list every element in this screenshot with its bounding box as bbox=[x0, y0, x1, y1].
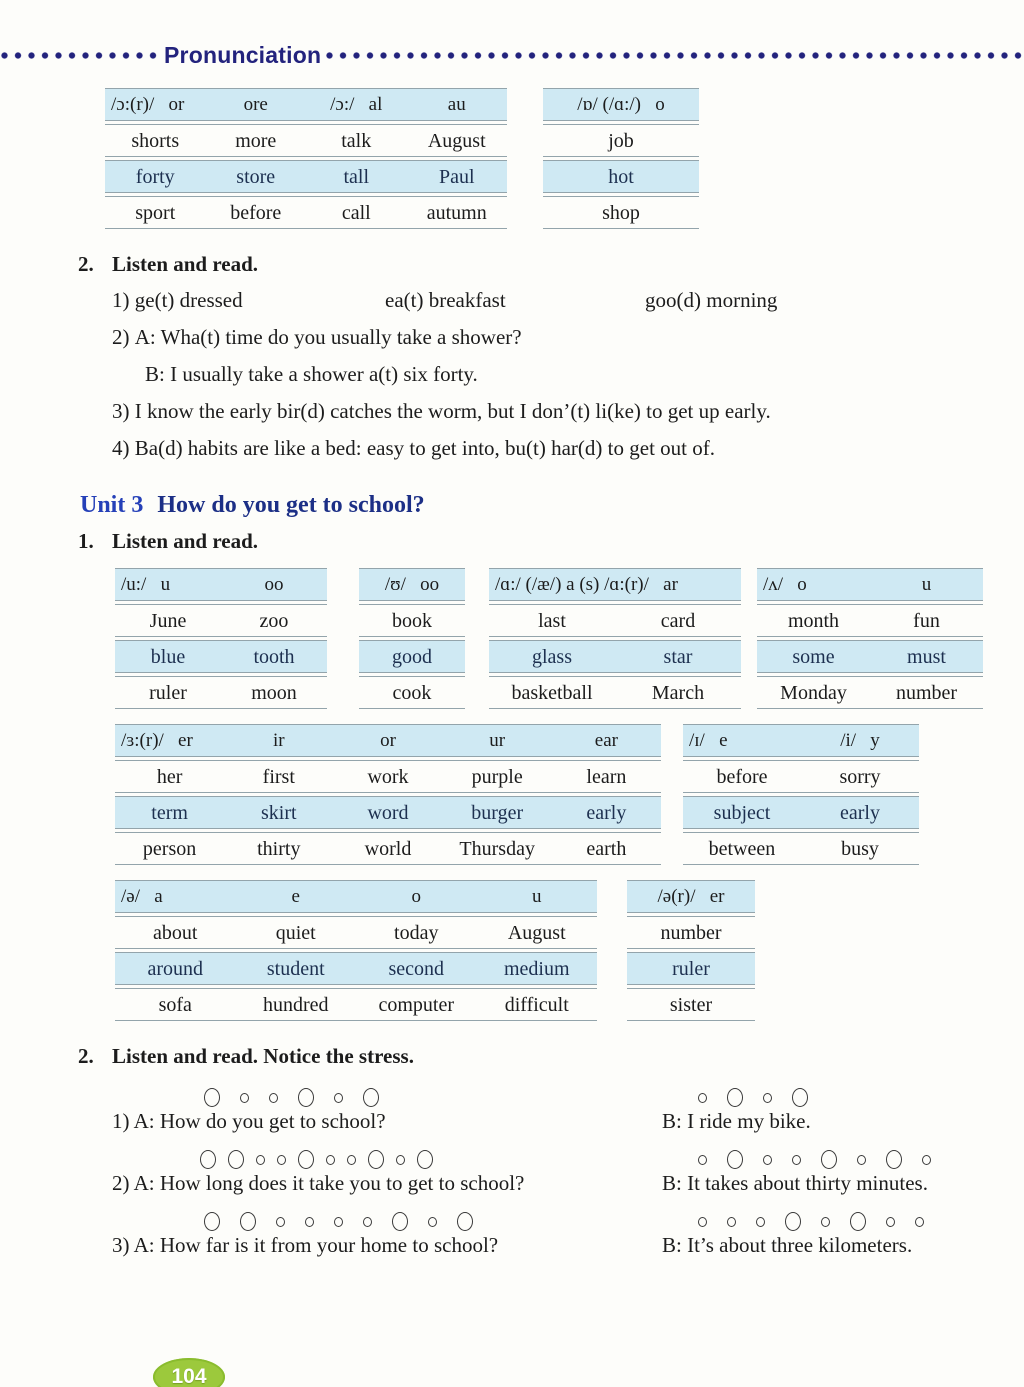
unstressed-syllable-circle bbox=[698, 1155, 707, 1165]
unstressed-syllable-circle bbox=[277, 1155, 286, 1165]
table-row bbox=[627, 988, 755, 1021]
table-row bbox=[115, 916, 597, 949]
table-cell: August bbox=[427, 129, 486, 152]
table-cell: early bbox=[586, 801, 627, 824]
unstressed-syllable-circle bbox=[821, 1217, 830, 1227]
item1-phrase3: goo(d) morning bbox=[645, 288, 778, 312]
table-cell: subject bbox=[713, 801, 771, 824]
stressed-syllable-circle bbox=[228, 1150, 244, 1169]
unit3-heading bbox=[80, 492, 1024, 519]
unstressed-syllable-circle bbox=[763, 1093, 772, 1103]
table-cell: quiet bbox=[275, 921, 316, 944]
table-cell: computer bbox=[378, 993, 455, 1016]
item1-phrase2: ea(t) breakfast bbox=[385, 288, 506, 312]
table-cell: call bbox=[341, 201, 371, 224]
table-cell: burger bbox=[471, 801, 524, 824]
table-header-cell: /ɑ:/ (/æ/) a (s) /ɑ:(r)/ ar bbox=[495, 573, 678, 595]
unit3-exercise1-title: Listen and read. bbox=[112, 529, 259, 553]
stress-line1-answer bbox=[662, 1085, 1024, 1136]
unit3-exercise1-heading bbox=[78, 529, 1024, 554]
exercise2-number: 2. bbox=[78, 252, 94, 276]
table-row bbox=[757, 676, 983, 709]
table-header-cell: /ʌ/ o bbox=[763, 573, 807, 595]
table-header-cell: ir bbox=[272, 729, 285, 751]
table-row bbox=[683, 832, 919, 865]
table-header-row bbox=[757, 568, 983, 601]
table-cell: student bbox=[266, 957, 325, 980]
phonics-table-o bbox=[543, 88, 699, 232]
stress-line-1 bbox=[112, 1085, 1024, 1136]
unstressed-syllable-circle bbox=[396, 1155, 405, 1165]
table-cell: star bbox=[663, 645, 693, 668]
table-cell: her bbox=[156, 765, 183, 788]
table-cell: busy bbox=[841, 837, 879, 860]
table-header-cell: /ɔ:(r)/ or bbox=[111, 93, 185, 115]
table-row bbox=[115, 988, 597, 1021]
table-header-row bbox=[359, 568, 465, 601]
table-header-cell: /ə/ a bbox=[121, 885, 163, 907]
table-cell: sport bbox=[135, 201, 176, 224]
stress-text-a3: B: It’s about three kilometers. bbox=[662, 1233, 913, 1257]
table-cell: more bbox=[235, 129, 277, 152]
stress-exercise-block bbox=[112, 1085, 1024, 1260]
table-cell: blue bbox=[150, 645, 186, 668]
exercise2-heading bbox=[78, 252, 1024, 277]
table-cell: forty bbox=[135, 165, 175, 188]
unstressed-syllable-circle bbox=[857, 1155, 866, 1165]
table-row bbox=[359, 640, 465, 673]
phonics-table-group-3 bbox=[115, 724, 1024, 868]
table-cell: between bbox=[708, 837, 776, 860]
table-cell: before bbox=[716, 765, 768, 788]
table-cell: Monday bbox=[780, 681, 847, 704]
stressed-syllable-circle bbox=[850, 1212, 866, 1231]
unstressed-syllable-circle bbox=[347, 1155, 356, 1165]
stressed-syllable-circle bbox=[417, 1150, 433, 1169]
phonics-table-group-2 bbox=[115, 568, 1024, 712]
unstressed-syllable-circle bbox=[698, 1093, 707, 1103]
unstressed-syllable-circle bbox=[756, 1217, 765, 1227]
stressed-syllable-circle bbox=[792, 1088, 808, 1107]
stressed-syllable-circle bbox=[298, 1088, 314, 1107]
table-cell: term bbox=[151, 801, 188, 824]
table-cell: good bbox=[392, 645, 432, 668]
table-row bbox=[627, 952, 755, 985]
table-cell: last bbox=[538, 609, 566, 632]
stress-line-2 bbox=[112, 1147, 1024, 1198]
stressed-syllable-circle bbox=[392, 1212, 408, 1231]
table-cell: sister bbox=[669, 993, 713, 1016]
unstressed-syllable-circle bbox=[305, 1217, 314, 1227]
table-cell: month bbox=[787, 609, 840, 632]
unit3-exercise2-title: Listen and read. Notice the stress. bbox=[112, 1044, 414, 1068]
stressed-syllable-circle bbox=[727, 1150, 743, 1169]
phonics-table-schwa bbox=[115, 880, 597, 1024]
table-cell: fun bbox=[913, 609, 940, 632]
stress-circles-a3 bbox=[688, 1209, 1024, 1231]
exercise2-item1 bbox=[112, 287, 1024, 314]
table-header-row bbox=[489, 568, 741, 601]
table-cell: autumn bbox=[426, 201, 487, 224]
table-row bbox=[115, 604, 327, 637]
stressed-syllable-circle bbox=[200, 1150, 216, 1169]
table-header-row bbox=[683, 724, 919, 757]
table-row bbox=[757, 604, 983, 637]
stressed-syllable-circle bbox=[785, 1212, 801, 1231]
table-cell: skirt bbox=[261, 801, 297, 824]
table-row bbox=[683, 796, 919, 829]
table-cell: ruler bbox=[672, 957, 710, 980]
stress-text-q3: 3) A: How far is it from your home to school? bbox=[112, 1233, 499, 1257]
table-header-cell: o bbox=[411, 885, 421, 907]
table-cell: zoo bbox=[259, 609, 289, 632]
table-row bbox=[543, 124, 699, 157]
stress-text-a1: B: I ride my bike. bbox=[662, 1109, 811, 1133]
phonics-table-group-4 bbox=[115, 880, 1024, 1024]
table-cell: book bbox=[392, 609, 432, 632]
table-row bbox=[115, 760, 661, 793]
table-row bbox=[115, 832, 661, 865]
table-cell: word bbox=[367, 801, 409, 824]
stress-circles-a1 bbox=[688, 1085, 1024, 1107]
table-row bbox=[359, 604, 465, 637]
table-row bbox=[489, 604, 741, 637]
unit3-label: Unit 3 bbox=[80, 492, 144, 518]
phonics-table-group-1 bbox=[105, 88, 1024, 232]
phonics-table-schwa-er bbox=[627, 880, 755, 1024]
exercise2-item2b: B: I usually take a shower a(t) six forty. bbox=[145, 362, 478, 386]
table-header-cell: au bbox=[447, 93, 466, 115]
table-row bbox=[105, 160, 507, 193]
phonics-table-i-e-y bbox=[683, 724, 919, 868]
table-cell: June bbox=[149, 609, 187, 632]
stressed-syllable-circle bbox=[821, 1150, 837, 1169]
table-cell: work bbox=[367, 765, 409, 788]
phonics-table-short-oo bbox=[359, 568, 465, 712]
unstressed-syllable-circle bbox=[763, 1155, 772, 1165]
table-cell: August bbox=[507, 921, 566, 944]
table-row bbox=[115, 796, 661, 829]
exercise2-item4: 4) Ba(d) habits are like a bed: easy to get into, bu(t) har(d) to get out of. bbox=[112, 436, 715, 460]
page-number-badge: 104 bbox=[153, 1358, 225, 1387]
stress-text-a2: B: It takes about thirty minutes. bbox=[662, 1171, 928, 1195]
table-row bbox=[757, 640, 983, 673]
table-row bbox=[105, 124, 507, 157]
table-cell: hot bbox=[608, 165, 634, 188]
unstressed-syllable-circle bbox=[886, 1217, 895, 1227]
stress-line2-answer bbox=[662, 1147, 1024, 1198]
table-header-cell: e bbox=[291, 885, 300, 907]
stress-text-q2: 2) A: How long does it take you to get to school? bbox=[112, 1171, 525, 1195]
table-cell: earth bbox=[586, 837, 627, 860]
unstressed-syllable-circle bbox=[698, 1217, 707, 1227]
stress-line3-answer bbox=[662, 1209, 1024, 1260]
table-cell: shop bbox=[602, 201, 640, 224]
stressed-syllable-circle bbox=[727, 1088, 743, 1107]
table-cell: number bbox=[660, 921, 722, 944]
stress-line2-question bbox=[112, 1147, 662, 1198]
phonics-table-a-ar bbox=[489, 568, 741, 712]
table-header-cell: /ɒ/ (/ɑ:/) o bbox=[577, 93, 665, 115]
phonics-table-er-ir-or-ur-ear bbox=[115, 724, 661, 868]
table-cell: some bbox=[792, 645, 835, 668]
table-cell: hundred bbox=[262, 993, 329, 1016]
table-header-cell: /ə(r)/ er bbox=[657, 885, 725, 907]
table-cell: basketball bbox=[511, 681, 593, 704]
table-cell: thirty bbox=[257, 837, 301, 860]
table-cell: store bbox=[236, 165, 276, 188]
stressed-syllable-circle bbox=[363, 1088, 379, 1107]
stress-line1-question bbox=[112, 1085, 662, 1136]
table-header-row bbox=[105, 88, 507, 121]
table-header-row bbox=[627, 880, 755, 913]
unstressed-syllable-circle bbox=[240, 1093, 249, 1103]
exercise2-item2a: 2) A: Wha(t) time do you usually take a shower? bbox=[112, 325, 522, 349]
stressed-syllable-circle bbox=[368, 1150, 384, 1169]
unstressed-syllable-circle bbox=[363, 1217, 372, 1227]
pronunciation-header bbox=[0, 42, 1024, 68]
table-header-cell: or bbox=[380, 729, 396, 751]
table-cell: glass bbox=[532, 645, 572, 668]
table-cell: card bbox=[660, 609, 696, 632]
table-header-cell: /ɪ/ e bbox=[689, 729, 728, 751]
phonics-table-or-ore-al-au bbox=[105, 88, 507, 232]
unstressed-syllable-circle bbox=[256, 1155, 265, 1165]
table-cell: today bbox=[394, 921, 439, 944]
stress-circles-q1 bbox=[194, 1085, 662, 1107]
table-cell: before bbox=[230, 201, 282, 224]
pronunciation-title: Pronunciation bbox=[164, 41, 322, 68]
stressed-syllable-circle bbox=[240, 1212, 256, 1231]
table-row bbox=[115, 952, 597, 985]
dotted-rule-left bbox=[0, 51, 160, 60]
unit3-exercise2-number: 2. bbox=[78, 1044, 94, 1068]
unstressed-syllable-circle bbox=[428, 1217, 437, 1227]
phonics-table-u-oo bbox=[115, 568, 327, 712]
stressed-syllable-circle bbox=[204, 1088, 220, 1107]
table-cell: early bbox=[840, 801, 880, 824]
table-cell: Paul bbox=[438, 165, 475, 188]
stress-text-q1: 1) A: How do you get to school? bbox=[112, 1109, 386, 1133]
table-cell: March bbox=[651, 681, 705, 704]
exercise2-items bbox=[112, 287, 1024, 462]
table-cell: second bbox=[388, 957, 445, 980]
unstressed-syllable-circle bbox=[922, 1155, 931, 1165]
table-header-cell: /i/ y bbox=[840, 729, 880, 751]
table-row bbox=[105, 196, 507, 229]
table-cell: sofa bbox=[158, 993, 192, 1016]
table-cell: sorry bbox=[839, 765, 881, 788]
table-row bbox=[489, 640, 741, 673]
table-header-cell: ore bbox=[243, 93, 268, 115]
table-cell: ruler bbox=[149, 681, 187, 704]
table-cell: shorts bbox=[131, 129, 180, 152]
stress-line3-question bbox=[112, 1209, 662, 1260]
table-header-cell: u bbox=[921, 573, 932, 595]
table-cell: around bbox=[147, 957, 204, 980]
table-cell: medium bbox=[503, 957, 570, 980]
table-cell: difficult bbox=[504, 993, 569, 1016]
table-row bbox=[627, 916, 755, 949]
table-cell: world bbox=[364, 837, 412, 860]
textbook-page bbox=[0, 42, 1024, 1387]
table-header-row bbox=[115, 568, 327, 601]
table-cell: must bbox=[907, 645, 946, 668]
stressed-syllable-circle bbox=[204, 1212, 220, 1231]
unstressed-syllable-circle bbox=[269, 1093, 278, 1103]
unstressed-syllable-circle bbox=[276, 1217, 285, 1227]
unstressed-syllable-circle bbox=[915, 1217, 924, 1227]
stressed-syllable-circle bbox=[298, 1150, 314, 1169]
stress-circles-q2 bbox=[194, 1147, 662, 1169]
table-header-cell: /u:/ u bbox=[121, 573, 171, 595]
stress-line-3 bbox=[112, 1209, 1024, 1260]
table-header-cell: u bbox=[532, 885, 542, 907]
table-cell: cook bbox=[392, 681, 432, 704]
table-cell: tall bbox=[343, 165, 370, 188]
unit3-exercise1-number: 1. bbox=[78, 529, 94, 553]
table-cell: talk bbox=[341, 129, 372, 152]
unstressed-syllable-circle bbox=[792, 1155, 801, 1165]
exercise2-title: Listen and read. bbox=[112, 252, 259, 276]
stressed-syllable-circle bbox=[886, 1150, 902, 1169]
unstressed-syllable-circle bbox=[334, 1093, 343, 1103]
dotted-rule-right bbox=[325, 51, 1024, 60]
table-cell: number bbox=[895, 681, 958, 704]
unit3-title: How do you get to school? bbox=[157, 492, 425, 518]
table-cell: job bbox=[608, 129, 634, 152]
table-cell: learn bbox=[586, 765, 627, 788]
unstressed-syllable-circle bbox=[326, 1155, 335, 1165]
table-row bbox=[683, 760, 919, 793]
table-header-cell: ur bbox=[489, 729, 506, 751]
table-row bbox=[359, 676, 465, 709]
table-row bbox=[489, 676, 741, 709]
table-header-cell: oo bbox=[264, 573, 284, 595]
table-header-cell: /ɔ:/ al bbox=[330, 93, 383, 115]
table-header-cell: /ʊ/ oo bbox=[384, 573, 440, 595]
table-cell: purple bbox=[471, 765, 523, 788]
table-header-row bbox=[543, 88, 699, 121]
table-row bbox=[543, 196, 699, 229]
stress-circles-q3 bbox=[194, 1209, 662, 1231]
phonics-table-uh-o-u bbox=[757, 568, 983, 712]
unit3-exercise2-heading bbox=[78, 1044, 1024, 1069]
stressed-syllable-circle bbox=[457, 1212, 473, 1231]
table-header-row bbox=[115, 724, 661, 757]
table-header-row bbox=[115, 880, 597, 913]
unstressed-syllable-circle bbox=[727, 1217, 736, 1227]
table-cell: moon bbox=[251, 681, 297, 704]
table-header-cell: /ɜ:(r)/ er bbox=[121, 729, 193, 751]
table-cell: person bbox=[142, 837, 197, 860]
table-cell: tooth bbox=[253, 645, 295, 668]
table-cell: Thursday bbox=[459, 837, 535, 860]
item1-phrase1: 1) ge(t) dressed bbox=[112, 288, 243, 312]
table-cell: about bbox=[153, 921, 198, 944]
table-row bbox=[543, 160, 699, 193]
table-row bbox=[115, 676, 327, 709]
table-row bbox=[115, 640, 327, 673]
table-header-cell: ear bbox=[594, 729, 618, 751]
table-cell: first bbox=[262, 765, 295, 788]
unstressed-syllable-circle bbox=[334, 1217, 343, 1227]
exercise2-item3: 3) I know the early bir(d) catches the worm, but I don’(t) li(ke) to get up early. bbox=[112, 399, 771, 423]
stress-circles-a2 bbox=[688, 1147, 1024, 1169]
